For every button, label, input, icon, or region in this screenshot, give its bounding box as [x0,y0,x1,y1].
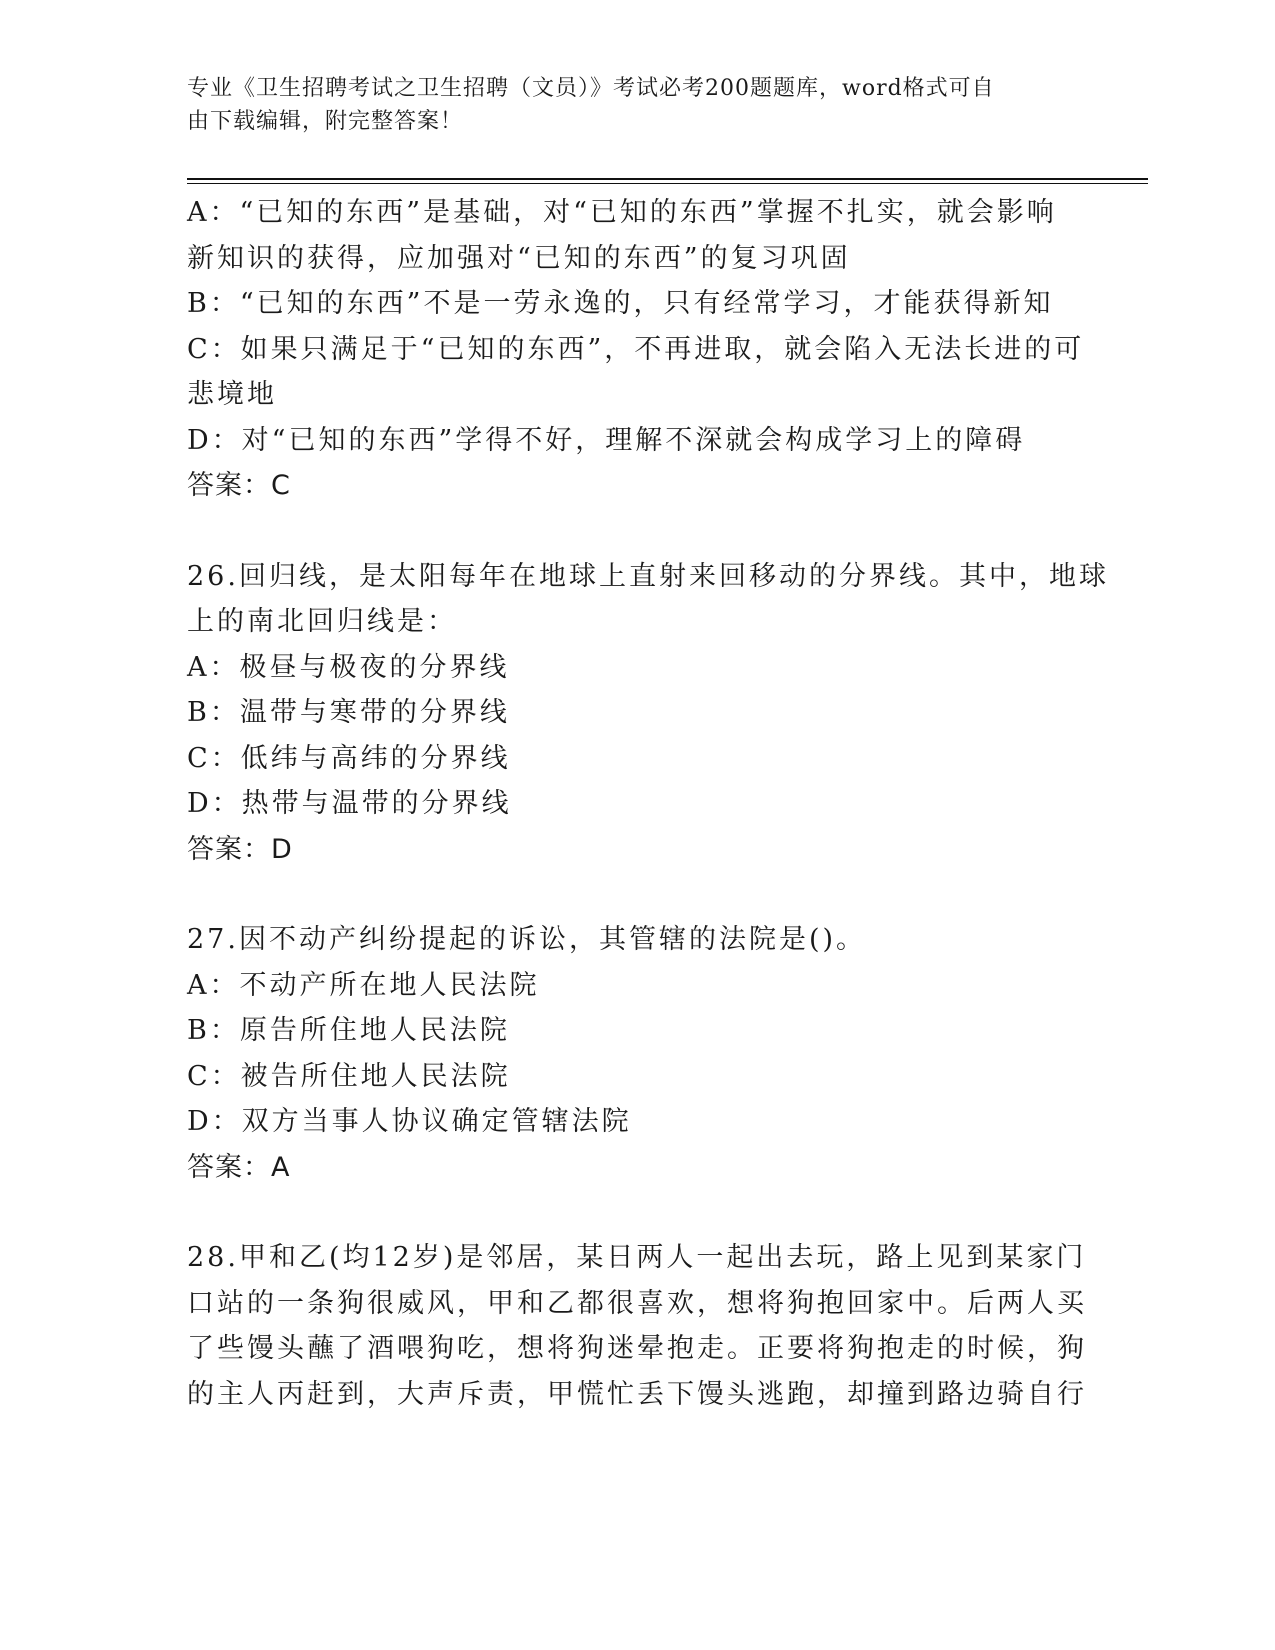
answer-line: 答案：D [187,833,293,865]
option-line: D：对“已知的东西”学得不好，理解不深就会构成学习上的障碍 [187,424,1026,456]
header-divider-thin [187,183,1148,184]
option-c: C：低纬与高纬的分界线 [187,742,511,774]
header-line-2: 由下载编辑，附完整答案！ [187,109,464,134]
option-d: D：热带与温带的分界线 [187,788,512,819]
question-26-block [187,554,1109,873]
spacer [187,509,1087,554]
spacer [187,1190,1087,1235]
option-b: B：温带与寒带的分界线 [187,697,510,728]
question-text: 27.因不动产纠纷提起的诉讼，其管辖的法院是()。 [187,924,867,955]
question-text: 28.甲和乙(均12岁)是邻居，某日两人一起出去玩，路上见到某家门 [187,1242,1087,1273]
question-text: 26.回归线，是太阳每年在地球上直射来回移动的分界线。其中，地球 [187,560,1109,592]
spacer [187,872,1087,917]
question-text: 口站的一条狗很威风，甲和乙都很喜欢，想将狗抱回家中。后两人买 [187,1287,1087,1319]
option-line: A：“已知的东西”是基础，对“已知的东西”掌握不扎实，就会影响 [187,197,1057,228]
question-27-block [187,917,1087,1190]
answer-line: 答案：A [187,1151,291,1183]
option-b: B：原告所住地人民法院 [187,1015,510,1046]
question-text: 的主人丙赶到，大声斥责，甲慌忙丢下馒头逃跑，却撞到路边骑自行 [187,1378,1087,1410]
option-line: B：“已知的东西”不是一劳永逸的，只有经常学习，才能获得新知 [187,288,1054,319]
document-body [187,190,1109,1417]
option-d: D：双方当事人协议确定管辖法院 [187,1106,632,1137]
header-line-1: 专业《卫生招聘考试之卫生招聘（文员）》考试必考200题题库，word格式可自 [187,76,995,101]
previous-question-block [187,190,1087,509]
option-a: A：不动产所在地人民法院 [187,969,540,1001]
option-c: C：被告所住地人民法院 [187,1060,511,1092]
option-line: 悲境地 [187,379,277,410]
option-a: A：极昼与极夜的分界线 [187,651,510,683]
header-divider-thick [187,178,1148,180]
question-text: 上的南北回归线是： [187,606,457,637]
answer-line: 答案：C [187,470,291,501]
question-28-block [187,1235,1087,1417]
question-text: 了些馒头蘸了酒喂狗吃，想将狗迷晕抱走。正要将狗抱走的时候，狗 [187,1333,1087,1364]
option-line: 新知识的获得，应加强对“已知的东西”的复习巩固 [187,242,851,274]
document-header [187,72,1067,138]
option-line: C：如果只满足于“已知的东西”，不再进取，就会陷入无法长进的可 [187,333,1085,365]
